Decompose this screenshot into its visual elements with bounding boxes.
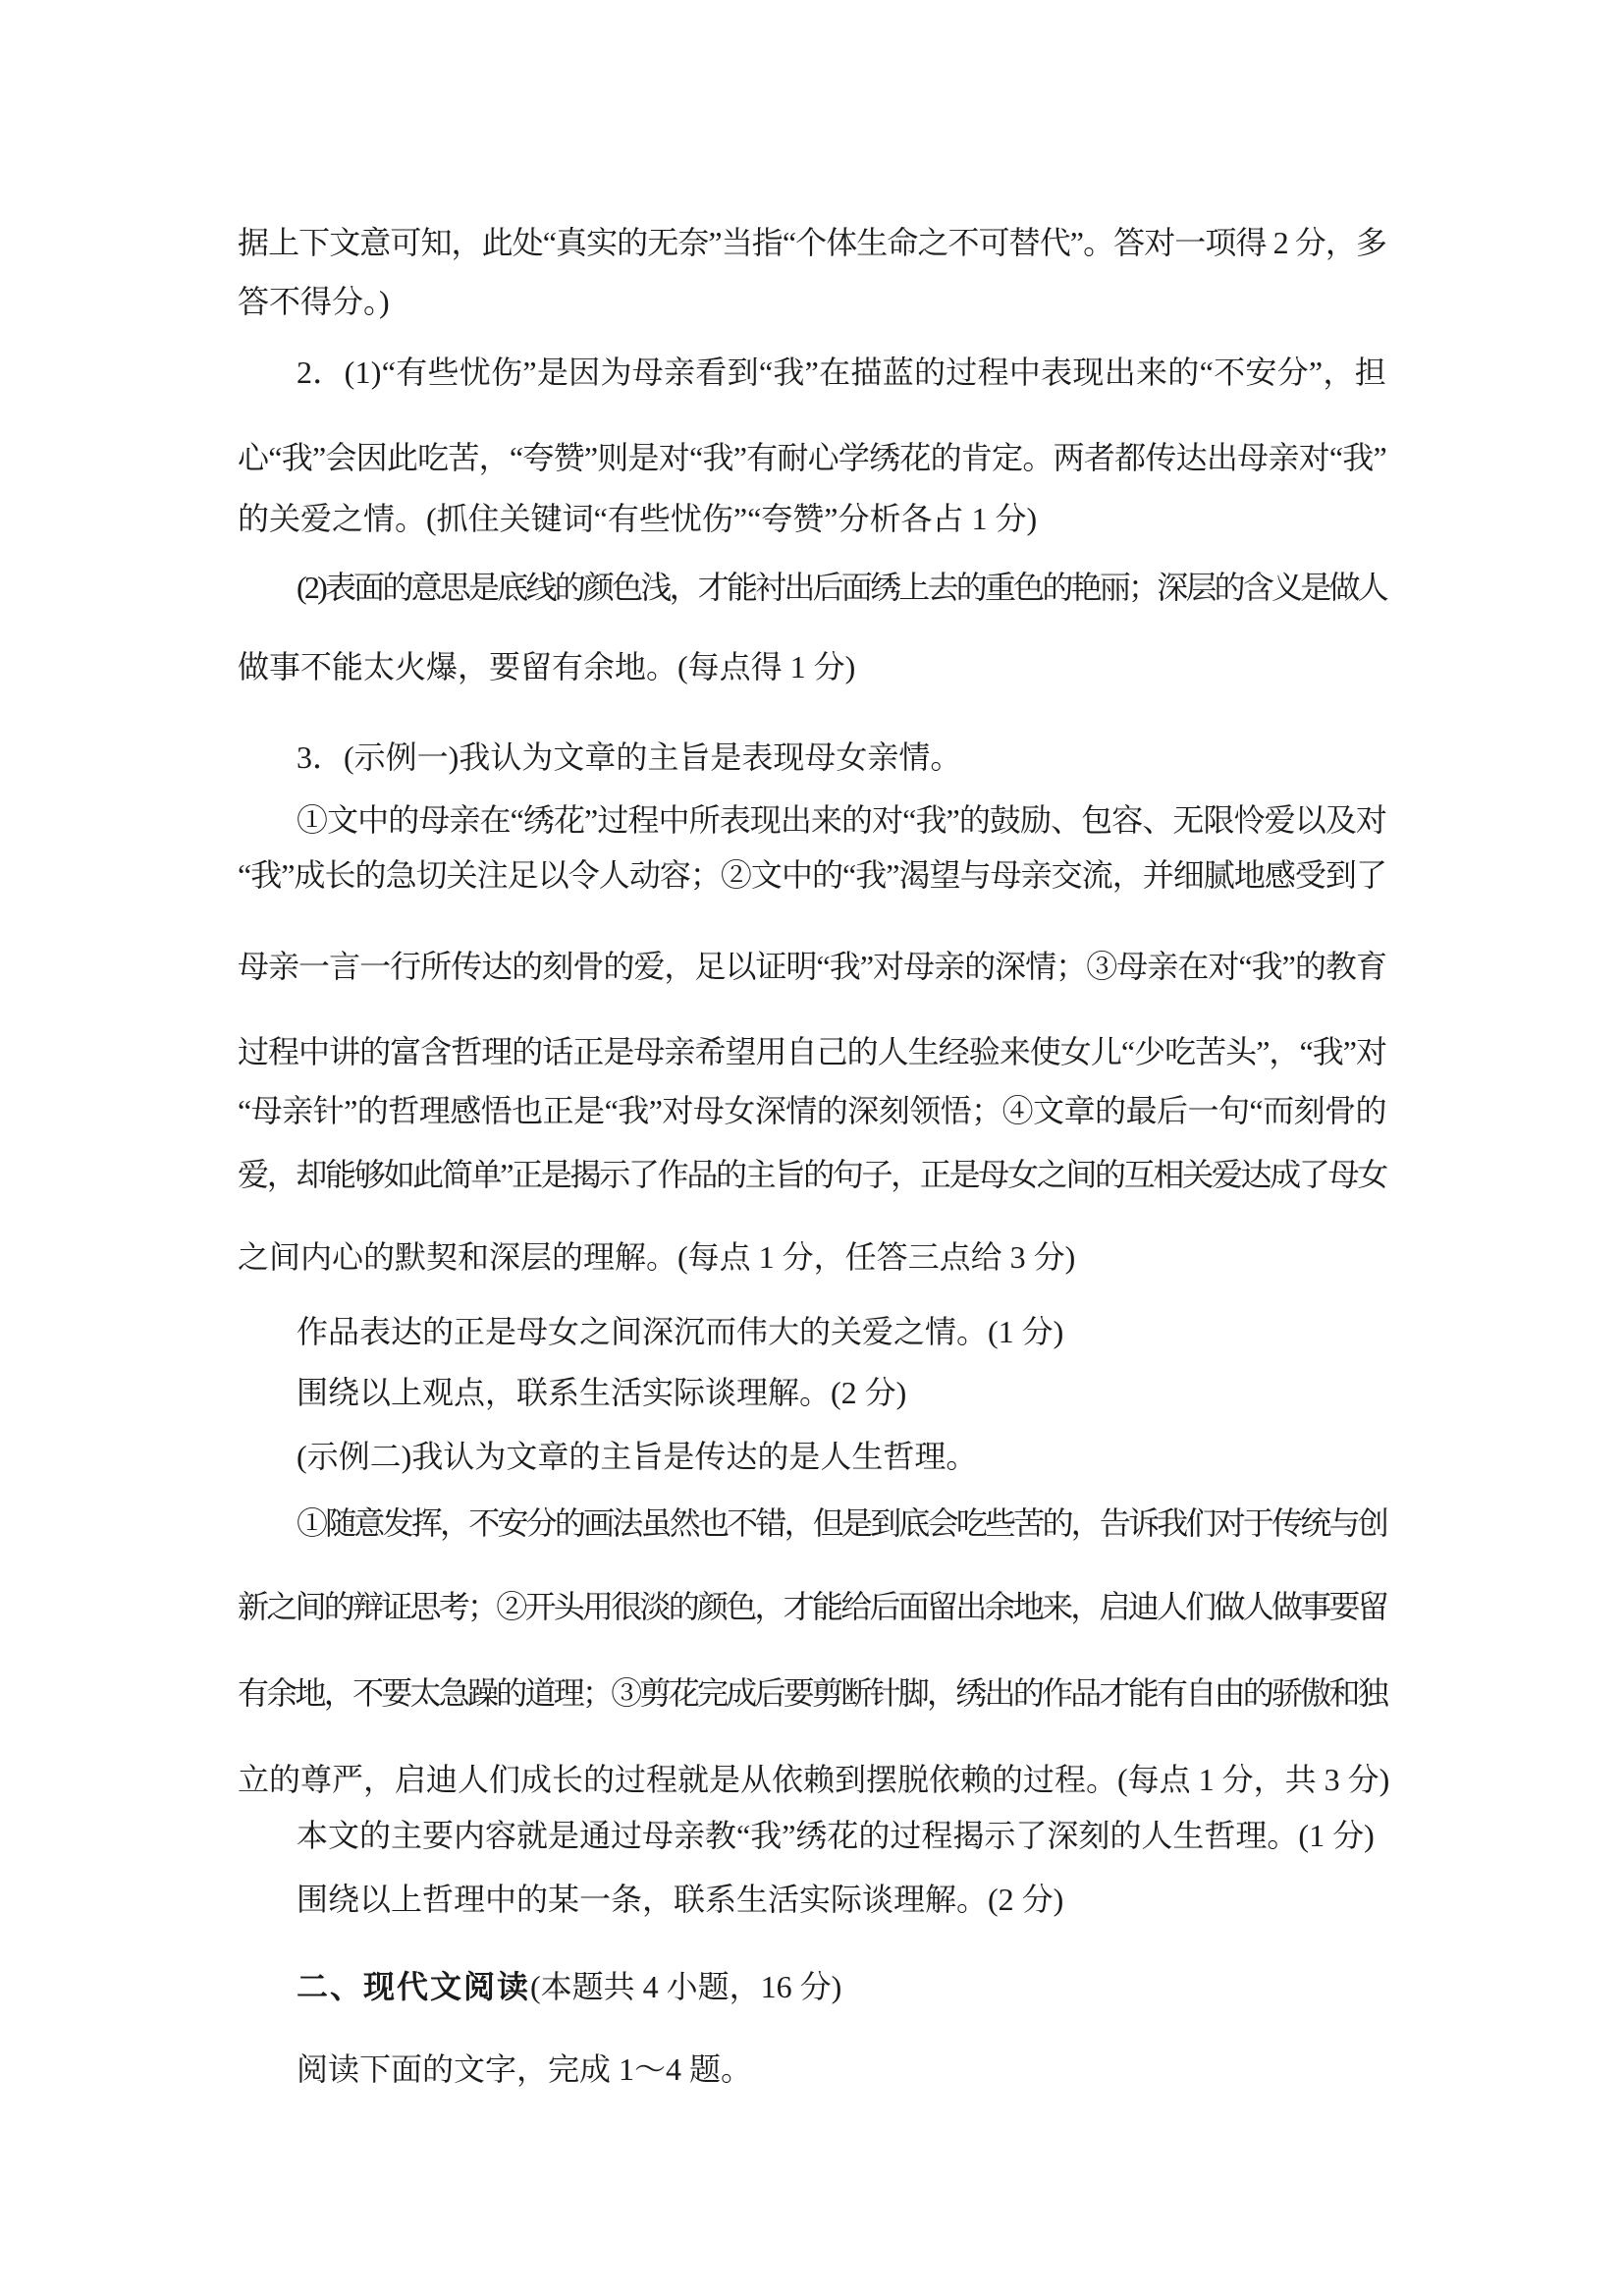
text-line-14: 爱，却能够如此简单”正是揭示了作品的主旨的句子，正是母女之间的互相关爱达成了母女	[238, 1157, 1386, 1192]
text-line-4: 心“我”会因此吃苦，“夸赞”则是对“我”有耐心学绣花的肯定。两者都传达出母亲对“我”	[238, 440, 1386, 475]
text-line-16: 作品表达的正是母女之间深沉而伟大的关爱之情。(1 分)	[297, 1314, 1064, 1349]
text-line-12: 过程中讲的富含哲理的话正是母亲希望用自己的人生经验来使女儿“少吃苦头”，“我”对	[238, 1034, 1386, 1069]
section-heading	[238, 1968, 1386, 2005]
section-heading-title: 二、现代文阅读	[297, 1969, 531, 2004]
text-line-17: 围绕以上观点，联系生活实际谈理解。(2 分)	[297, 1375, 907, 1410]
text-line-11: 母亲一言一行所传达的刻骨的爱，足以证明“我”对母亲的深情；③母亲在对“我”的教育	[238, 949, 1386, 984]
text-line-10: “我”成长的急切关注足以令人动容；②文中的“我”渴望与母亲交流，并细腻地感受到了	[238, 857, 1386, 893]
text-line-21: 有余地，不要太急躁的道理；③剪花完成后要剪断针脚，绣出的作品才能有自由的骄傲和独	[238, 1675, 1386, 1711]
text-line-24: 围绕以上哲理中的某一条，联系生活实际谈理解。(2 分)	[297, 1882, 1064, 1917]
text-line-3: 2．(1)“有些忧伤”是因为母亲看到“我”在描蓝的过程中表现出来的“不安分”，担	[297, 355, 1386, 390]
text-line-23: 本文的主要内容就是通过母亲教“我”绣花的过程揭示了深刻的人生哲理。(1 分)	[297, 1818, 1375, 1853]
text-line-19: ①随意发挥，不安分的画法虽然也不错，但是到底会吃些苦的，告诉我们对于传统与创	[297, 1505, 1386, 1541]
text-line-15: 之间内心的默契和深层的理解。(每点 1 分，任答三点给 3 分)	[238, 1239, 1076, 1275]
text-line-18: (示例二)我认为文章的主旨是传达的是人生哲理。	[297, 1439, 978, 1474]
text-line-13: “母亲针”的哲理感悟也正是“我”对母女深情的深刻领悟；④文章的最后一句“而刻骨的	[238, 1093, 1386, 1128]
text-line-9: ①文中的母亲在“绣花”过程中所表现出来的对“我”的鼓励、包容、无限怜爱以及对	[297, 802, 1386, 838]
text-line-1: 据上下文意可知，此处“真实的无奈”当指“个体生命之不可替代”。答对一项得 2 分，多	[238, 225, 1386, 260]
text-line-22: 立的尊严，启迪人们成长的过程就是从依赖到摆脱依赖的过程。(每点 1 分，共 3 分)	[238, 1762, 1390, 1797]
text-line-7: 做事不能太火爆，要留有余地。(每点得 1 分)	[238, 649, 856, 684]
text-line-20: 新之间的辩证思考；②开头用很淡的颜色，才能给后面留出余地来，启迪人们做人做事要留	[238, 1589, 1386, 1624]
text-line-8: 3．(示例一)我认为文章的主旨是表现母女亲情。	[297, 739, 962, 775]
text-line-5: 的关爱之情。(抓住关键词“有些忧伤”“夸赞”分析各占 1 分)	[238, 501, 1038, 536]
section-heading-note: (本题共 4 小题，16 分)	[530, 1969, 842, 2004]
text-line-2: 答不得分。)	[238, 284, 390, 319]
text-line-6: (2)表面的意思是底线的颜色浅，才能衬出后面绣上去的重色的艳丽；深层的含义是做人	[297, 570, 1386, 605]
text-line-26: 阅读下面的文字，完成 1～4 题。	[297, 2051, 753, 2087]
